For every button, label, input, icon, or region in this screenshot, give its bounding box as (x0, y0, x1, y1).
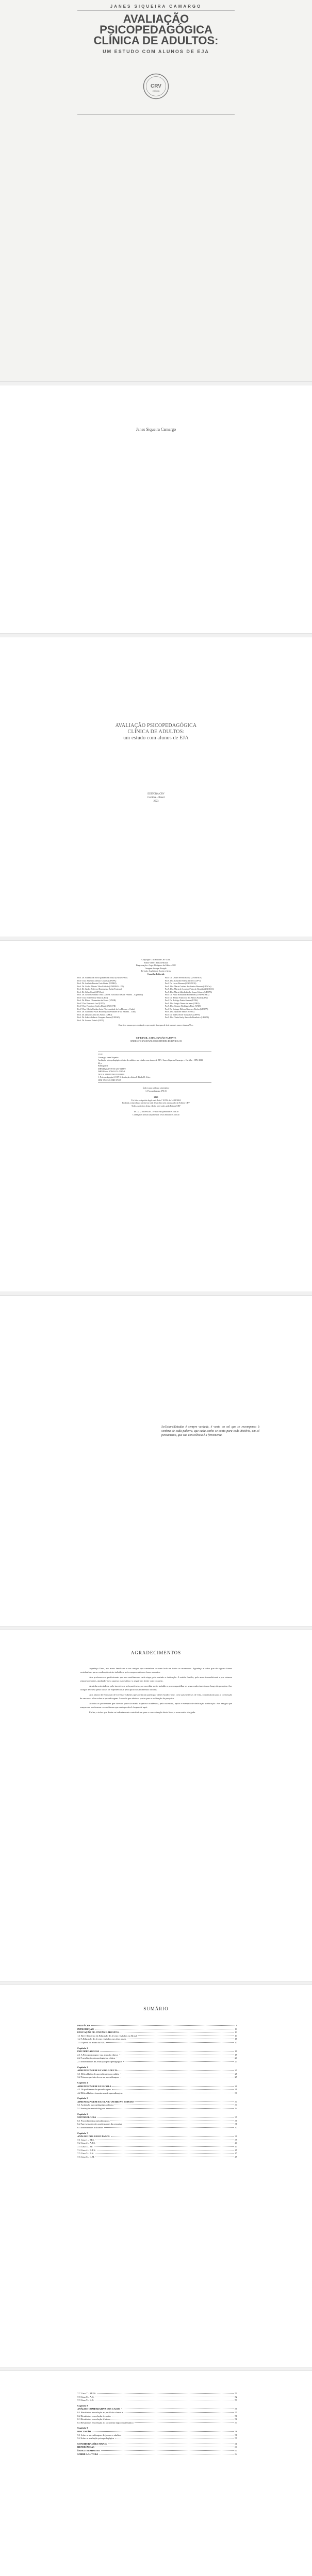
acknowledgements-title: AGRADECIMENTOS (130, 1650, 182, 1655)
summary-leader-dots (97, 2393, 234, 2394)
summary-entry-label: 8.1 Resultados em relação ao perfil dos alunos (77, 2411, 122, 2414)
half-title-author: Janes Siqueira Camargo (136, 427, 176, 432)
summary-entry-page: 47 (235, 2152, 237, 2155)
summary-entry-label: SOBRE A AUTORA (77, 2452, 98, 2455)
summary-entry (77, 2038, 237, 2041)
rights-block (0, 1096, 312, 1107)
summary-entry-label: 8.4 Resultados em relação ao raciocínio lógico-matemático (77, 2421, 134, 2424)
summary-leader-dots (122, 2412, 234, 2413)
page-divider (0, 1626, 312, 1630)
list-line: Profª. Dra. Fernanda Leal (UFU) (77, 1002, 105, 1005)
summary-leader-dots (101, 2450, 234, 2451)
summary-entry-page: 19 (235, 2053, 237, 2056)
summary-entry-label: 4.1 Os problemas de aprendizagem (77, 2088, 111, 2091)
peer-review-note: Este livro passou por avaliação e aprovação às cegas de dois ou mais pareceristas ad hoc. (118, 1024, 194, 1026)
summary-entry-page: 29 (235, 2084, 237, 2088)
summary-entry (77, 2139, 237, 2142)
summary-entry-label: Capítulo 4 (77, 2081, 88, 2084)
summary-entry-page: 55 (235, 2408, 237, 2411)
summary-entry (77, 2453, 237, 2456)
summary-leader-dots (94, 2146, 234, 2147)
summary-leader-dots (95, 2153, 234, 2154)
list-line: CDU 37.015.3 CDD 370.15 (98, 1078, 121, 1081)
summary-entry-page: 21 (235, 2057, 237, 2060)
summary-entry-label: 3.2 Fatores que interferem na aprendizagem (77, 2076, 119, 2079)
summary-entry (77, 2145, 237, 2149)
summary-entry (77, 2054, 237, 2057)
list-line: 1. Psicopedagogia 2. EJA 3. Avaliação clínica I. Título II. Série. (98, 1076, 151, 1078)
summary-entry-page: 59 (235, 2437, 237, 2440)
summary-entry-page: 39 (235, 2138, 237, 2141)
summary-entry (77, 2430, 237, 2434)
logo-text: CRV (151, 83, 161, 89)
publication-year: 2023 (153, 800, 159, 803)
summary-entry-page: 56 (235, 2418, 237, 2421)
paragraph: À minha orientadora, pelo incentivo e pela paciência, por acreditar neste trabalho e por compartilhar os seus conhecimentos ao longo da pesquisa. Aos colegas de curso pelas trocas de experiências e pelo apoio nos momentos difíceis. (80, 1685, 232, 1691)
summary-entry-label: ÍNDICE REMISSIVO (77, 2449, 100, 2452)
summary-entry-page: 64 (235, 2452, 237, 2455)
list-line: Prof. Dr. João Adalberto Campato Junior (UNESP) (77, 1016, 120, 1019)
summary-entry-label: 8.3 Resultados em relação à leitura (77, 2418, 111, 2421)
title-page-imprint (0, 792, 312, 803)
publisher-name: EDITORA CRV (147, 793, 165, 795)
page-divider (0, 1981, 312, 1985)
summary-leader-dots (112, 2089, 234, 2090)
summary-entry-page: 36 (235, 2123, 237, 2126)
summary-entry-page: 9 (236, 2024, 237, 2027)
cover-top-rule (77, 10, 235, 11)
summary-entry-page: 39 (235, 2135, 237, 2138)
title-line: um estudo com alunos de EJA (123, 735, 189, 741)
summary-entry-label: 6.3 Instrumentos utilizados (77, 2126, 103, 2129)
half-title-page (0, 386, 312, 633)
summary-entry (77, 2047, 237, 2050)
cover-title-line: CLÍNICA DE ADULTOS: (93, 34, 219, 47)
summary-entry-page: 57 (235, 2421, 237, 2424)
summary-entry-label: 4.2 Dificuldades e transtornos de aprendizagem (77, 2091, 123, 2094)
summary-entry-page: 35 (235, 2116, 237, 2119)
summary-entry-label: 2.2 A avaliação psicopedagógica clínica (77, 2057, 116, 2060)
title-page (0, 638, 312, 937)
cover-title (0, 13, 312, 46)
summary-entry-label: Capítulo 3 (77, 2065, 88, 2069)
summary-entry (77, 2415, 237, 2418)
publisher-logo (143, 73, 169, 99)
summary-entry (77, 2411, 237, 2415)
summary-leader-dots (111, 2136, 234, 2137)
summary-entry-page: 33 (235, 2104, 237, 2107)
list-line: 62 p. (98, 1061, 102, 1064)
summary-entry-page: 51 (235, 2392, 237, 2395)
summary-entry-page: 58 (235, 2430, 237, 2433)
list-line: C182 (98, 1053, 103, 1056)
summary-entry-label: 5.2 Instruções metodológicas (77, 2107, 105, 2110)
summary-entry-label: Capítulo 8 (77, 2404, 88, 2407)
header-line: Editor-chefe: Railson Moura (144, 961, 168, 964)
acknowledgements-body (80, 1667, 232, 1716)
list-line: Prof. Dr. Jailson Alves dos Santos (UFRJ) (77, 1013, 112, 1016)
summary-entry-page: 61 (235, 2446, 237, 2449)
list-line: Profª. Dra. Lourdes Helena da Silva (UFV) (165, 979, 201, 982)
summary-entry (77, 2097, 237, 2100)
list-line: Profª. Dra. Francisco Carlos Duarte (PUC-PR) (77, 1005, 116, 1007)
summary-entry-label: Capítulo 5 (77, 2097, 88, 2100)
paragraph: Agradeço Deus, aos meus familiares e aos amigos que caminham ao meu lado em todos os momentos. Agradeço a todos que de alguma forma contribuíram para a realização deste trabalho e pela compreensão nas horas ausentes. (80, 1667, 232, 1673)
summary-entry (77, 2132, 237, 2136)
summary-entry-page: 41 (235, 2142, 237, 2145)
summary-entry-label: APRENDIZAGEM NA VIDA ADULTA (77, 2069, 118, 2072)
list-line: Prof. Dr. Carlos Alberto Vilar Estêvão (UMINHO – PT) (77, 985, 124, 988)
summary-leader-dots (106, 2108, 234, 2109)
summary-entry-label: 1.1 Breve histórico da Educação de Jovens e Adultos no Brasil (77, 2034, 137, 2037)
paragraph: Aos alunos da Educação de Jovens e Adultos que aceitaram participar deste estudo e que, com suas histórias de vida, contribuíram para a construção de um novo olhar sobre a aprendizagem. À escola que abriu as portas para a realização da pesquisa. (80, 1693, 232, 1700)
rights-line: Proibida a reprodução parcial ou total desta obra sem autorização da Editora CRV (122, 1101, 190, 1104)
summary-entry (77, 2060, 237, 2064)
summary-entry (77, 2135, 237, 2139)
summary-entry-label: 5.1 Avaliação psicopedagógica clínica (77, 2104, 114, 2107)
summary-entry-page: 13 (235, 2034, 237, 2037)
summary-entry-page: 37 (235, 2126, 237, 2129)
list-line: Bibliografia (98, 1064, 108, 1067)
summary-entry-label: 9.1 Sobre a aprendizagem de jovens e adultos (77, 2433, 121, 2436)
summary-entry-page: 60 (235, 2442, 237, 2445)
summary-entry (77, 2123, 237, 2126)
summary-title: SUMÁRIO (143, 2006, 169, 2011)
rights-year: 2023 (154, 1096, 158, 1098)
catalog-page (0, 941, 312, 1292)
summary-entry (77, 2081, 237, 2085)
summary-entry-page: 56 (235, 2414, 237, 2417)
summary-entry-page: 13 (235, 2031, 237, 2034)
summary-entry (77, 2427, 237, 2430)
summary-entry-label: ANÁLISE DOS RESULTADOS (77, 2135, 110, 2138)
summary-entry-page: 45 (235, 2148, 237, 2151)
summary-entry-label: CONSIDERAÇÕES FINAIS (77, 2442, 107, 2445)
summary-entry-label: 2.3 Instrumentos da avaliação psicopedagógica (77, 2060, 122, 2063)
summary-entry-label: 1.3 O perfil do aluno da EJA (77, 2041, 105, 2044)
summary-entry (77, 2418, 237, 2421)
list-line: Profª. Dra. Simone Rodrigues Pinto (UNB) (165, 1005, 201, 1007)
contact-line: Tel.: (41) 3029-6416 – E-mail: sac@editoracrv.com.br (133, 1110, 179, 1113)
logo-subtext: editora (152, 90, 160, 92)
summary-leader-dots (112, 2086, 234, 2087)
summary-entry-label: 7.4 Caso 4 – R.T.S. (77, 2148, 96, 2151)
summary-list-continued (77, 2392, 237, 2456)
rights-line: Todos os direitos desta edição reservados pela Editora CRV (131, 1104, 181, 1107)
rights-line: Foi feito o depósito legal conf. Lei nº 10.994 de 14/12/2004 (131, 1098, 181, 1101)
summary-entry-page: 17 (235, 2041, 237, 2044)
cip-header (0, 1037, 312, 1042)
summary-entry (77, 2028, 237, 2031)
summary-entry-label: 9.2 Sobre a avaliação psicopedagógica (77, 2437, 114, 2440)
acknowledgements-page (0, 1631, 312, 1981)
summary-entry (77, 2434, 237, 2437)
list-line: Prof. Dr. Carlos Federico Dominguez Avila (Unieuro) (77, 988, 122, 990)
summary-leader-dots (119, 2070, 234, 2071)
list-line: Prof. Dr. Renato Francisco dos Santos Paula (UFG) (165, 996, 208, 999)
summary-entry-page: 27 (235, 2076, 237, 2079)
summary-entry-label: ANÁLISE COMPARATIVA DOS CASOS (77, 2408, 120, 2411)
summary-entry-page: 63 (235, 2449, 237, 2452)
list-line: Profª. Dra. Maria de Lourdes Pinto de Almeida (UNOESC) (165, 988, 214, 990)
publisher-contact (0, 1110, 312, 1116)
summary-entry-label: 2.1 A Psicopedagogia e sua atuação clínica (77, 2053, 118, 2056)
summary-entry (77, 2104, 237, 2107)
list-line: Prof. Dr. Celso Conti (UFSCar) (77, 990, 104, 993)
summary-entry (77, 2399, 237, 2402)
list-line: ISBN Digital 978-65-251-5188-9 (98, 1067, 126, 1070)
summary-entry-page: 35 (235, 2119, 237, 2122)
epigraph-quote: Se/Estaré/Estudas é sempre verdade, é vento ao sol que se recompensa à sombra de cada palavra, que cada sonho se conta para cada história, um só pensamento, que sua consciência é a ferramenta. (161, 1426, 259, 1437)
paragraph: A todos os professores que fizeram parte da minha trajetória acadêmica, pelo incentivo, apoio e exemplo de dedicação à educação. Aos amigos que sempre me motivaram e acreditaram que seria possível chegar até aqui. (80, 1702, 232, 1708)
summary-entry (77, 2126, 237, 2130)
summary-entry-label: 7.9 Caso 9 – S.R. (77, 2399, 94, 2402)
summary-leader-dots (92, 2431, 234, 2432)
list-line: Profª. Dra. Sydione Santos (UEPG) (165, 1010, 194, 1013)
summary-entry-label: 3.1 Dificuldades de aprendizagem no adulto (77, 2072, 120, 2075)
summary-entry-label: 6.1 Procedimentos metodológicos (77, 2119, 110, 2122)
summary-entry-page: 33 (235, 2100, 237, 2103)
list-line: Profª. Dra. Gloria Fariñas León (Universidade de La Havana – Cuba) (77, 1007, 135, 1010)
summary-entry (77, 2113, 237, 2116)
summary-entry (77, 2092, 237, 2095)
summary-entry (77, 2024, 237, 2028)
summary-entry (77, 2116, 237, 2120)
paragraph: Aos professores e profissionais que nos auxiliam em cada etapa, pelo carinho e dedicação. À minha família, pelo amor incondicional e por estarem sempre presentes, ajudando-me a superar os desafios e a seguir em frente com coragem. (80, 1676, 232, 1682)
summary-entry-page: 43 (235, 2145, 237, 2148)
summary-entry (77, 2041, 237, 2045)
title-page-title (0, 723, 312, 741)
summary-entry-label: 7.7 Caso 7 – M.F.S. (77, 2392, 96, 2395)
summary-entry-label: APRENDIZAGEM ESCOLAR: UM BREVE ESTUDO (77, 2100, 134, 2103)
summary-entry (77, 2107, 237, 2111)
cover-author: JANES SIQUEIRA CAMARGO (110, 4, 202, 9)
summary-entry (77, 2392, 237, 2396)
index-line: 1. Psicopedagogia 370.15 (145, 1089, 167, 1092)
list-line: Profª. Dra. Maria Lília Imbiriba Sousa Colares (UFOPA) (165, 990, 212, 993)
summary-entry-page: 58 (235, 2433, 237, 2436)
header-line: Diagramação e Capa: Designers da Editora CRV (136, 964, 176, 967)
list-line: Profª. Dra. Anselmo Alencar Colares (UFOPA) (77, 979, 117, 982)
summary-leader-dots (135, 2422, 234, 2423)
summary-entry-page: 53 (235, 2399, 237, 2402)
summary-entry (77, 2156, 237, 2159)
list-line: Prof. Dr. Lucas Boemer (UNISINOS) (165, 982, 196, 985)
summary-entry (77, 2437, 237, 2441)
summary-entry-label: 7.5 Caso 5 – E.S. (77, 2152, 94, 2155)
summary-leader-dots (123, 2061, 234, 2062)
list-line: ISBN Físico 978-65-251-5185-8 (98, 1070, 125, 1073)
summary-entry-label: METODOLOGIA (77, 2116, 96, 2119)
list-line: Profª. Dra. Tania Suely Azevedo Brasileiro (UFOPA) (165, 1016, 209, 1019)
cip-title: CIP-BRASIL. CATALOGAÇÃO NA FONTE (136, 1037, 176, 1039)
list-line: Prof. Dr. Andréia da Silva Quintanilha Sousa (UNIR/UFRN) (77, 976, 128, 979)
summary-entry-label: 8.2 Resultados em relação à escrita (77, 2414, 111, 2417)
index-head: Índice para catálogo sistemático (142, 1087, 170, 1089)
summary-entry (77, 2085, 237, 2089)
summary-entry-page: 19 (235, 2050, 237, 2053)
summary-entry-label: REFERÊNCIAS (77, 2446, 94, 2449)
summary-entry (77, 2142, 237, 2145)
summary-entry-label: INTRODUÇÃO (77, 2027, 94, 2030)
summary-entry (77, 2152, 237, 2156)
cover-title-line: PSICOPEDAGÓGICA (100, 23, 212, 36)
list-line: Prof. Dr. Elizeu Clementino de Souza (UNEB) (77, 999, 116, 1002)
list-line: Prof. Dr. Josania Portela (UFPI) (77, 1019, 104, 1022)
list-line: DOI 10.24824/978652515185.8 (98, 1073, 125, 1076)
cip-block (98, 1052, 211, 1083)
summary-entry-label: 7.3 Caso 3 – J.F. (77, 2145, 93, 2148)
summary-entry-label: APRENDIZAGEM NA ESCOLA (77, 2084, 111, 2088)
summary-entry (77, 2069, 237, 2073)
summary-entry (77, 2057, 237, 2060)
contact-line: Conheça os nossos lançamentos: www.editoracrv.com.br (133, 1113, 179, 1116)
summary-entry (77, 2446, 237, 2449)
summary-entry-label: 7.2 Caso 2 – A.P.S. (77, 2142, 96, 2145)
summary-entry (77, 2031, 237, 2035)
summary-entry-page: 34 (235, 2107, 237, 2110)
summary-leader-dots (91, 2025, 235, 2026)
list-line: Prof. Dr. Antônio Pereira Gaio Júnior (UFRRJ) (77, 982, 117, 985)
summary-entry-page: 55 (235, 2411, 237, 2414)
list-line: Avaliação psicopedagógica clínica de adultos: um estudo com alunos de EJA / Janes Siqueira Camargo. – Curitiba : CRV, 2023. (98, 1059, 204, 1061)
summary-entry-label: 7.6 Caso 6 – L.M. (77, 2155, 95, 2158)
summary-entry-label: Capítulo 2 (77, 2046, 88, 2049)
page-divider (0, 2367, 312, 2371)
page-divider (0, 381, 312, 385)
title-line: AVALIAÇÃO PSICOPEDAGÓGICA (115, 723, 197, 728)
summary-entry-label: 6.2 Apresentação dos participantes da pesquisa (77, 2123, 122, 2126)
summary-entry-label: EDUCAÇÃO DE JOVENS E ADULTOS (77, 2031, 119, 2034)
editorial-board-col-1 (77, 976, 155, 1022)
summary-entry (77, 2120, 237, 2123)
summary-entry-label: DISCUSSÃO (77, 2430, 91, 2433)
summary-entry (77, 2404, 237, 2408)
summary-entry-page: 11 (235, 2027, 237, 2030)
publisher-city: Curitiba – Brasil (147, 796, 165, 799)
list-line: Profª. Dra. Eliane Rose Maio (UEM) (77, 996, 108, 999)
epigraph-page (0, 1296, 312, 1626)
summary-entry-label: PSICOPEDAGOGIA (77, 2050, 100, 2053)
summary-entry-label: PREFÁCIO (77, 2024, 90, 2027)
header-line: Revisão: Analista de Escrita e Artes (141, 970, 171, 972)
index-block (0, 1087, 312, 1092)
summary-entry-label: Capítulo 6 (77, 2112, 88, 2115)
summary-entry-page: 49 (235, 2155, 237, 2158)
list-line: Profª. Dra. Sérgio Nunes de Jesus (IFRO) (165, 1002, 200, 1005)
summary-page (0, 1986, 312, 2367)
summary-leader-dots (106, 2042, 234, 2043)
summary-entry (77, 2088, 237, 2092)
summary-entry (77, 2421, 237, 2425)
list-line: Prof. Dr. Leonel Severo Rocha (UNISINOS) (165, 976, 202, 979)
cover-title-line: AVALIAÇÃO (123, 12, 189, 25)
list-line: Prof. Dr. Rodrigo Pratte-Santos (UFES) (165, 999, 198, 1002)
list-line: Prof. Dr. Tadeu Oliver Gonçalves (UFPA) (165, 1013, 200, 1016)
summary-entry (77, 2408, 237, 2411)
book-cover (0, 0, 312, 381)
cover-subtitle: UM ESTUDO COM ALUNOS DE EJA (103, 49, 209, 54)
summary-entry-label: 1.2 A Educação de Jovens e Adultos nos dias atuais (77, 2038, 126, 2041)
summary-entry-page: 52 (235, 2395, 237, 2398)
header-line: Imagem de capa: Freepik (145, 967, 167, 970)
title-line: CLÍNICA DE ADULTOS: (127, 729, 185, 735)
summary-entry (77, 2066, 237, 2070)
summary-entry (77, 2449, 237, 2453)
paragraph: Enfim, a todos que direta ou indiretamente contribuíram para a concretização deste livro, o meu muito obrigada. (89, 1711, 196, 1714)
summary-entry-page: 25 (235, 2069, 237, 2072)
cip-subtitle: SINDICATO NACIONAL DOS EDITORES DE LIVROS, RJ (130, 1039, 182, 1042)
header-line: Conselho Editorial: (147, 972, 165, 975)
list-line: Prof. Dr. Paulo Romualdo Hernandes (UNIFAL-MG) (165, 993, 209, 996)
page-divider (0, 1292, 312, 1296)
editorial-board-col-2 (165, 976, 242, 1019)
copyright-header (0, 958, 312, 975)
cover-bottom-rule (77, 114, 235, 115)
summary-entry-page: 15 (235, 2038, 237, 2041)
summary-entry (77, 2076, 237, 2079)
summary-entry-label: Capítulo 7 (77, 2131, 88, 2134)
summary-entry-page: 25 (235, 2072, 237, 2075)
summary-entry (77, 2396, 237, 2399)
list-line: Prof. Dr. Cesar Gerónimo Tello (Univer. Nacional Três de Febrero – Argentina) (77, 993, 143, 996)
summary-entry-page: 29 (235, 2088, 237, 2091)
list-line: Camargo, Janes Siqueira (98, 1056, 119, 1059)
summary-entry-page: 23 (235, 2060, 237, 2063)
summary-entry-page: 31 (235, 2091, 237, 2094)
summary-entry (77, 2035, 237, 2038)
summary-leader-dots (100, 2051, 234, 2052)
summary-entry (77, 2443, 237, 2446)
summary-entry (77, 2149, 237, 2153)
summary-page-continued (0, 2371, 312, 2576)
list-line: Prof. Dr. Solange Helena Ximenes-Rocha (UFOPA) (165, 1007, 208, 1010)
list-line: Profª. Dra. Maria Cristina dos Santos Bezerra (UFSCar) (165, 985, 211, 988)
summary-entry (77, 2100, 237, 2104)
summary-leader-dots (104, 2127, 234, 2128)
summary-entry-label: 7.1 Caso 1 – M.S. (77, 2138, 95, 2141)
page-divider (0, 937, 312, 941)
list-line: Prof. Dr. Guillermo Arias Beatón (Universidade de La Havana – Cuba) (77, 1010, 136, 1013)
summary-list (77, 2024, 237, 2159)
summary-entry-label: 7.8 Caso 8 – A.C. (77, 2395, 94, 2398)
summary-entry (77, 2050, 237, 2054)
page-divider (0, 633, 312, 637)
summary-entry (77, 2073, 237, 2076)
header-line: Copyright © da Editora CRV Ltda. (141, 958, 171, 961)
summary-entry-label: Capítulo 9 (77, 2427, 88, 2430)
